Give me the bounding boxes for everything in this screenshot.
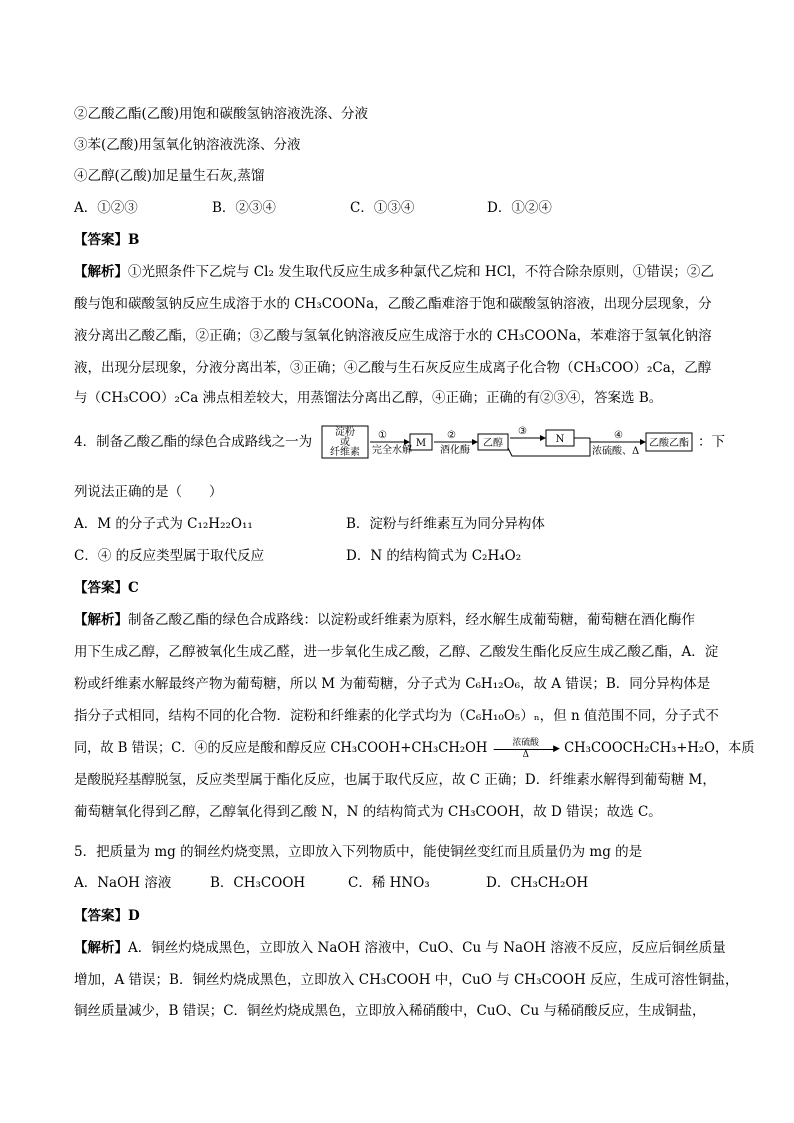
- option-line-3: ③苯(乙酸)用氢氧化钠溶液洗涤、分液: [74, 137, 301, 153]
- q4-answer: 【答案】C: [74, 580, 139, 596]
- option-line-2: ②乙酸乙酯(乙酸)用饱和碳酸氢钠溶液洗涤、分液: [74, 106, 369, 122]
- step-3-number: ③: [518, 426, 527, 437]
- box-ethyl-acetate-label: 乙酸乙酯: [649, 438, 689, 449]
- arrow-4-head: [640, 439, 646, 445]
- step-1-number: ①: [378, 430, 387, 441]
- q4-stem-part-1: 4．制备乙酸乙酯的绿色合成路线之一为: [74, 434, 313, 450]
- box-starch-line-2: 或: [340, 437, 350, 448]
- reaction-condition-above: 浓硫酸: [512, 737, 539, 748]
- q5-answer: 【答案】D: [74, 908, 140, 924]
- equation-products: CH₃COOCH₂CH₃+H₂O，本质: [564, 740, 755, 756]
- q4-stem-line-2: 列说法正确的是（ ）: [74, 484, 223, 500]
- box-starch-line-3: 纤维素: [330, 447, 360, 458]
- q5-choice-d: D．CH₃CH₂OH: [486, 875, 589, 891]
- q5-analysis-line-2: 增加，A 错误；B．铜丝灼烧成黑色，立即放入 CH₃COOH 中，CuO 与 CH₃COOH 反应，生成可溶性铜盐，: [74, 972, 739, 988]
- step-4-number: ④: [614, 430, 623, 441]
- analysis-text: A．铜丝灼烧成黑色，立即放入 NaOH 溶液中，CuO、Cu 与 NaOH 溶液不反应，反应后铜丝质量: [128, 940, 726, 956]
- q3-choice-b: B．②③④: [212, 200, 276, 216]
- q4-choice-a: A．M 的分子式为 C₁₂H₂₂O₁₁: [74, 516, 253, 532]
- q4-stem-part-2: ：下: [698, 434, 725, 450]
- equation-reactants: 同，故 B 错误；C．④的反应是酸和醇反应 CH₃COOH+CH₃CH₂OH: [74, 740, 488, 756]
- reaction-arrow: [492, 739, 560, 759]
- step-2-label: 酒化酶: [440, 445, 470, 456]
- arrow-2-head: [472, 439, 478, 445]
- q4-analysis-line-5: [74, 738, 755, 759]
- ethanol-bypass-line: [508, 442, 590, 456]
- reaction-arrow-head: ▶: [553, 743, 560, 754]
- q4-choice-d: D．N 的结构简式为 C₂H₄O₂: [346, 548, 522, 564]
- q4-analysis-line-2: 用下生成乙醇，乙醇被氧化生成乙醛，进一步氧化生成乙酸，乙醇、乙酸发生酯化反应生成乙酸乙酯，A．淀: [74, 644, 719, 660]
- q5-stem: 5．把质量为 mg 的铜丝灼烧变黑，立即放入下列物质中，能使铜丝变红而且质量仍为 mg 的是: [74, 844, 643, 860]
- q5-choice-c: C．稀 HNO₃: [348, 875, 430, 891]
- box-n-label: N: [555, 434, 565, 445]
- q3-choice-c: C．①③④: [350, 200, 415, 216]
- q3-answer: 【答案】B: [74, 232, 140, 248]
- analysis-label: 【解析】: [74, 264, 128, 280]
- q4-choice-c: C．④ 的反应类型属于取代反应: [74, 548, 265, 564]
- box-ethanol-label: 乙醇: [483, 438, 503, 449]
- box-starch-line-1: 淀粉: [335, 427, 355, 438]
- q4-analysis-line-7: 葡萄糖氧化得到乙醇，乙醇氧化得到乙酸 N，N 的结构简式为 CH₃COOH，故 D 错误；故选 C。: [74, 804, 662, 820]
- analysis-text: 制备乙酸乙酯的绿色合成路线：以淀粉或纤维素为原料，经水解生成葡萄糖，葡萄糖在酒化酶作: [128, 612, 695, 628]
- q5-analysis-line-1: [74, 938, 726, 958]
- q3-choice-d: D．①②④: [487, 200, 552, 216]
- analysis-label: 【解析】: [74, 612, 128, 628]
- box-m-label: M: [415, 438, 427, 449]
- analysis-label: 【解析】: [74, 940, 128, 956]
- q4-analysis-line-6: 是酸脱羟基醇脱氢，反应类型属于酯化反应，也属于取代反应，故 C 正确；D．纤维素水解得到葡萄糖 M，: [74, 772, 716, 788]
- q4-analysis-line-1: [74, 610, 695, 630]
- q3-analysis-line-4: 液，出现分层现象，分液分离出苯，③正确；④乙酸与生石灰反应生成离子化合物（CH₃COO）₂Ca，乙醇: [74, 360, 712, 376]
- q5-choice-a: A．NaOH 溶液: [74, 875, 172, 891]
- q5-analysis-line-3: 铜丝质量减少，B 错误；C．铜丝灼烧成黑色，立即放入稀硝酸中，CuO、Cu 与稀硝酸反应，生成铜盐，: [74, 1003, 706, 1019]
- q3-analysis-line-5: 与（CH₃COO）₂Ca 沸点相差较大，用蒸馏法分离出乙醇，④正确；正确的有②③④，答案选 B。: [74, 390, 663, 406]
- synthesis-route-diagram: [322, 425, 692, 459]
- q3-choice-a: A．①②③: [74, 200, 138, 216]
- q3-analysis-line-2: 酸与饱和碳酸氢钠反应生成溶于水的 CH₃COONa，乙酸乙酯难溶于饱和碳酸氢钠溶液，出现分层现象，分: [74, 296, 712, 312]
- q3-analysis-line-1: [74, 262, 714, 282]
- arrow-3-head: [540, 435, 546, 441]
- q4-choice-b: B．淀粉与纤维素互为同分异构体: [346, 516, 545, 532]
- synthesis-route-svg: [322, 425, 692, 459]
- step-2-number: ②: [447, 430, 456, 441]
- step-1-label: 完全水解: [372, 445, 412, 456]
- option-line-4: ④乙醇(乙酸)加足量生石灰,蒸馏: [74, 168, 265, 184]
- step-4-label: 浓硫酸、Δ: [592, 446, 640, 457]
- q3-analysis-line-3: 液分离出乙酸乙酯，②正确；③乙酸与氢氧化钠溶液反应生成溶于水的 CH₃COONa，苯难溶于氢氧化钠溶: [74, 328, 712, 344]
- q5-choice-b: B．CH₃COOH: [210, 875, 306, 891]
- q4-analysis-line-3: 粉或纤维素水解最终产物为葡萄糖，所以 M 为葡萄糖，分子式为 C₆H₁₂O₆，故 A 错误；B．同分异构体是: [74, 676, 711, 692]
- analysis-text: ①光照条件下乙烷与 Cl₂ 发生取代反应生成多种氯代乙烷和 HCl，不符合除杂原则，①错误；②乙: [128, 264, 714, 280]
- q4-analysis-line-4: 指分子式相同，结构不同的化合物．淀粉和纤维素的化学式均为（C₆H₁₀O₅）ₙ，但 n 值范围不同，分子式不: [74, 708, 719, 724]
- reaction-condition-below: Δ: [522, 749, 529, 760]
